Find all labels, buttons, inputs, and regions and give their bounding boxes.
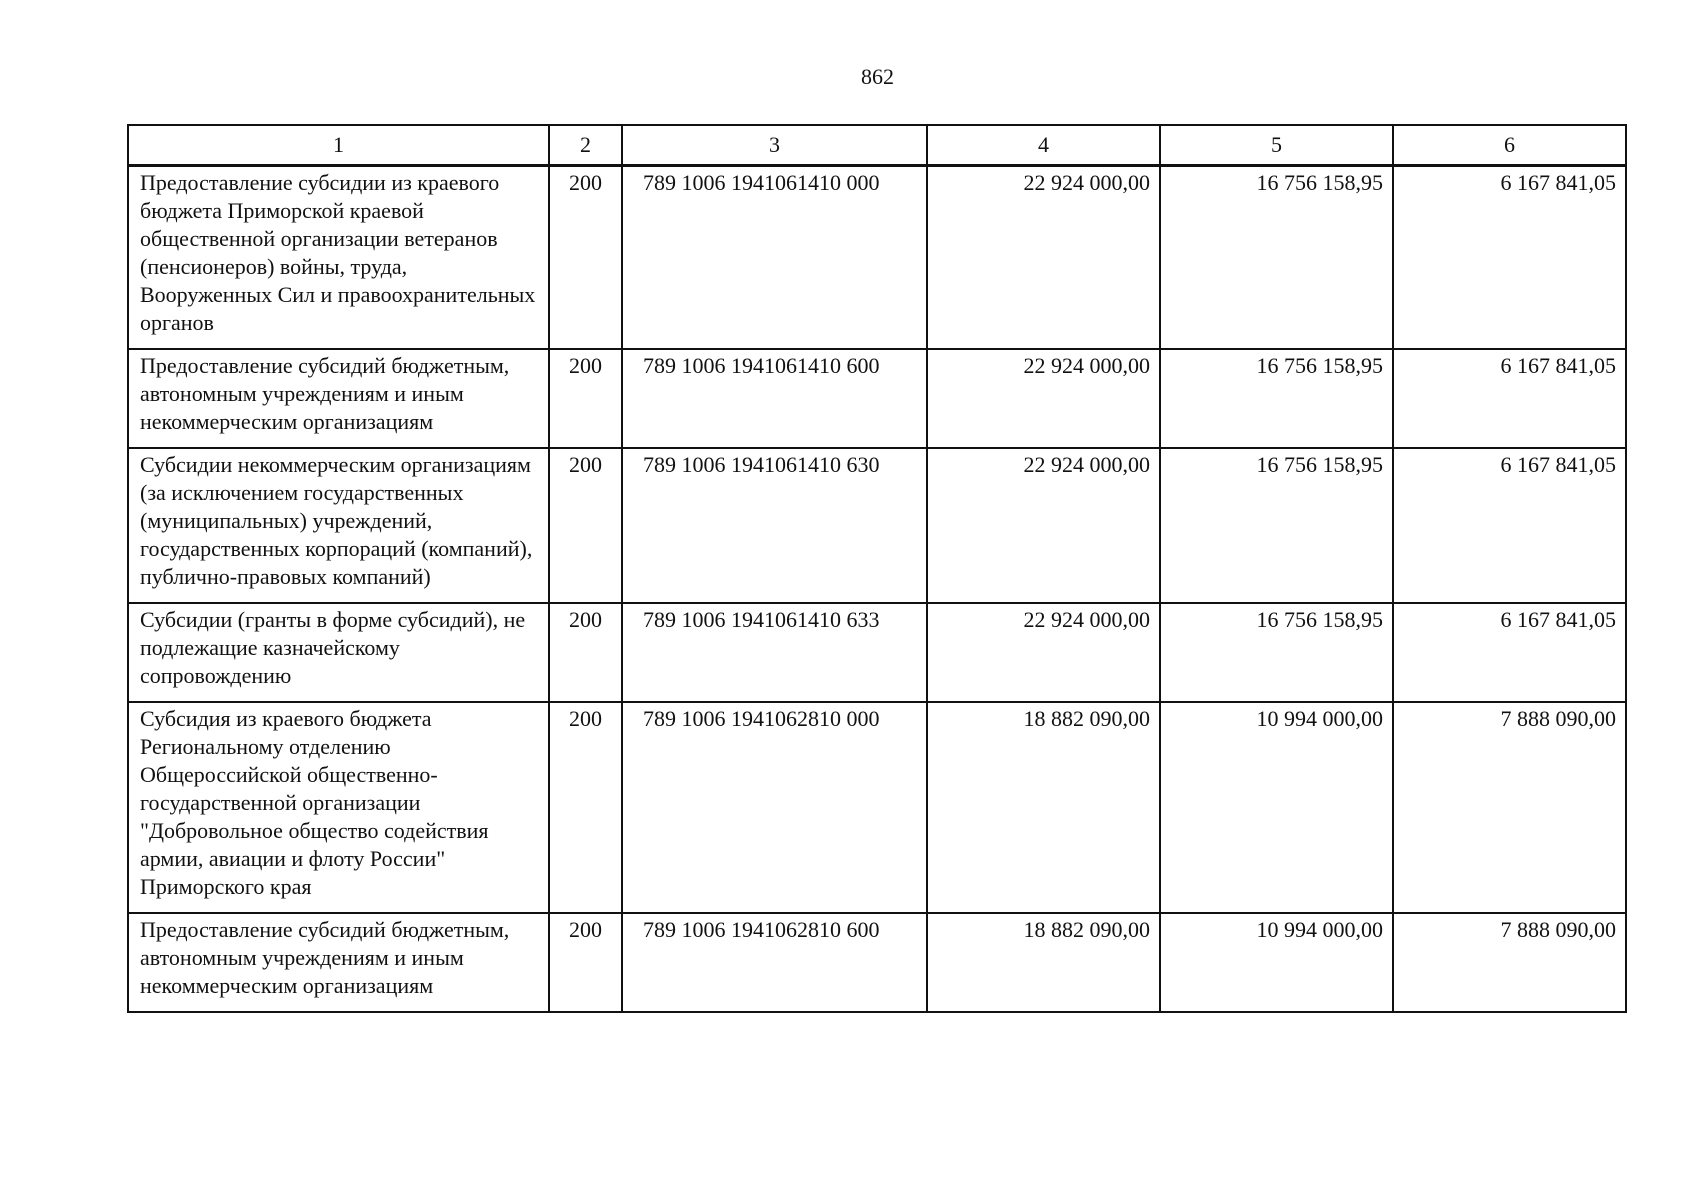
- row-name-cell: Предоставление субсидий бюджетным, автономным учреждениям и иным некоммерческим организациям: [128, 349, 549, 448]
- row-code-cell: 789 1006 1941061410 630: [622, 448, 927, 603]
- table-row: [128, 349, 1626, 448]
- row-code-cell: 789 1006 1941061410 633: [622, 603, 927, 702]
- row-value-col5-cell: 10 994 000,00: [1160, 702, 1393, 913]
- row-value-col6-cell: 7 888 090,00: [1393, 702, 1626, 913]
- row-value-col6-cell: 6 167 841,05: [1393, 349, 1626, 448]
- table-header: [128, 125, 1626, 166]
- row-value-col6-cell: 6 167 841,05: [1393, 166, 1626, 350]
- column-header-1: 1: [128, 125, 549, 166]
- row-name-cell: Субсидии некоммерческим организациям (за исключением государственных (муниципальных) учреждений, государственных корпораций (компаний), публично-правовых компаний): [128, 448, 549, 603]
- row-value-col6-cell: 6 167 841,05: [1393, 448, 1626, 603]
- row-value-col4-cell: 18 882 090,00: [927, 702, 1160, 913]
- page-number: 862: [861, 64, 894, 89]
- row-department-cell: 200: [549, 702, 622, 913]
- table-row: [128, 913, 1626, 1012]
- row-code-cell: 789 1006 1941062810 600: [622, 913, 927, 1012]
- row-value-col5-cell: 16 756 158,95: [1160, 349, 1393, 448]
- table-body: [128, 166, 1626, 1013]
- row-code-cell: 789 1006 1941061410 600: [622, 349, 927, 448]
- table-row: [128, 166, 1626, 350]
- column-header-5: 5: [1160, 125, 1393, 166]
- row-value-col4-cell: 22 924 000,00: [927, 448, 1160, 603]
- row-code-cell: 789 1006 1941062810 000: [622, 702, 927, 913]
- column-header-2: 2: [549, 125, 622, 166]
- row-name-cell: Субсидия из краевого бюджета Региональному отделению Общероссийской общественно-государственной организации "Добровольное общество содействия армии, авиации и флоту России" Приморского края: [128, 702, 549, 913]
- row-value-col4-cell: 22 924 000,00: [927, 603, 1160, 702]
- row-value-col4-cell: 22 924 000,00: [927, 166, 1160, 350]
- row-department-cell: 200: [549, 603, 622, 702]
- row-name-cell: Субсидии (гранты в форме субсидий), не подлежащие казначейскому сопровождению: [128, 603, 549, 702]
- column-number-row: [128, 125, 1626, 166]
- row-value-col5-cell: 10 994 000,00: [1160, 913, 1393, 1012]
- row-value-col5-cell: 16 756 158,95: [1160, 603, 1393, 702]
- row-department-cell: 200: [549, 349, 622, 448]
- column-header-3: 3: [622, 125, 927, 166]
- row-code-cell: 789 1006 1941061410 000: [622, 166, 927, 350]
- row-value-col6-cell: 7 888 090,00: [1393, 913, 1626, 1012]
- row-value-col5-cell: 16 756 158,95: [1160, 166, 1393, 350]
- column-header-6: 6: [1393, 125, 1626, 166]
- column-header-4: 4: [927, 125, 1160, 166]
- row-value-col5-cell: 16 756 158,95: [1160, 448, 1393, 603]
- row-department-cell: 200: [549, 913, 622, 1012]
- budget-table: [127, 124, 1627, 1013]
- row-department-cell: 200: [549, 448, 622, 603]
- table-row: [128, 702, 1626, 913]
- row-value-col6-cell: 6 167 841,05: [1393, 603, 1626, 702]
- row-department-cell: 200: [549, 166, 622, 350]
- row-value-col4-cell: 18 882 090,00: [927, 913, 1160, 1012]
- row-value-col4-cell: 22 924 000,00: [927, 349, 1160, 448]
- table-row: [128, 448, 1626, 603]
- row-name-cell: Предоставление субсидий бюджетным, автономным учреждениям и иным некоммерческим организациям: [128, 913, 549, 1012]
- table-row: [128, 603, 1626, 702]
- row-name-cell: Предоставление субсидии из краевого бюджета Приморской краевой общественной организации ветеранов (пенсионеров) войны, труда, Вооруженных Сил и правоохранительных органов: [128, 166, 549, 350]
